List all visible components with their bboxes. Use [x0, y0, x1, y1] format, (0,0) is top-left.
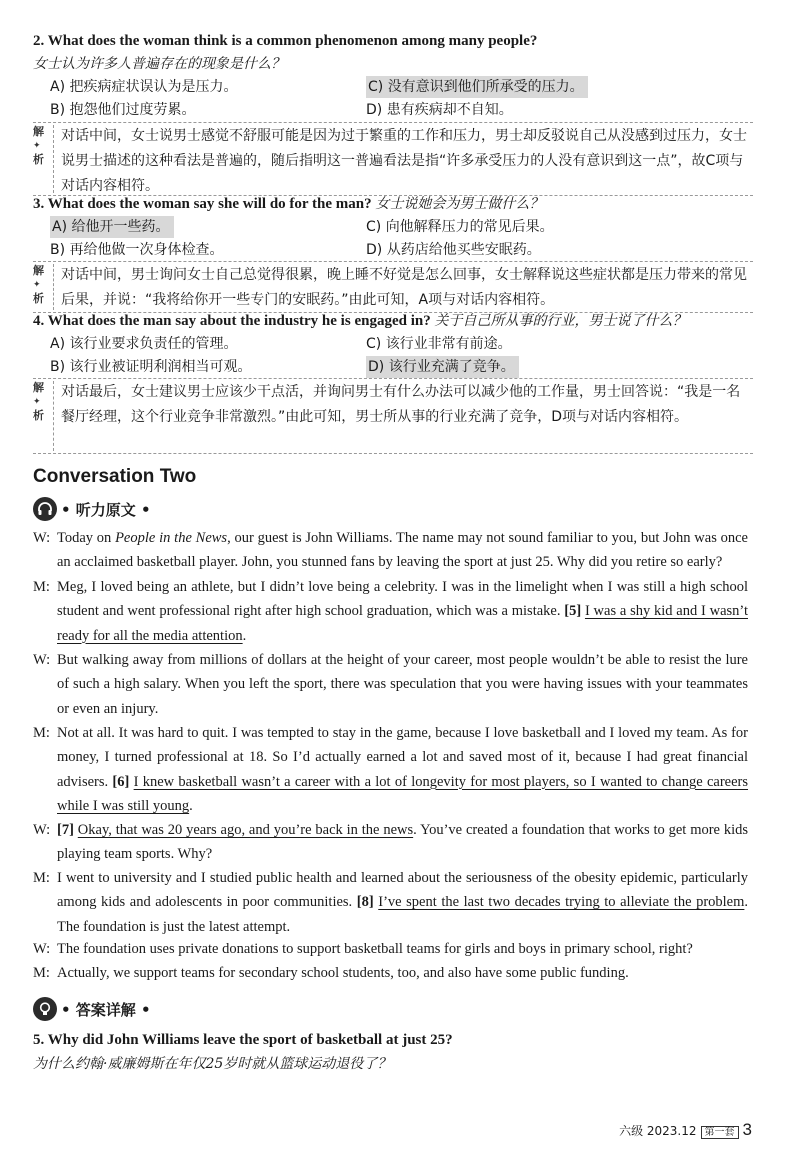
q3-explanation: 对话中间，男士询问女士自己总觉得很累，晚上睡不好觉是怎么回事，女士解释说这些症状都是压力带来的常见后果，并说：“我将给你开一些专门的安眠药。”由此可知，A项与对话内容相符。: [61, 267, 747, 308]
q4-explanation: 对话最后，女士建议男士应该少干点活，并询问男士有什么办法可以减少他的工作量，男士回答说：“我是一名餐厅经理，这个行业竞争非常激烈。”由此可知，男士所从事的行业充满了竞争，D项与对话内容相符。: [61, 384, 741, 425]
dialogue-text: Not at all. It was hard to quit. I was tempted to stay in the game, because I love basketball and I loved my team. As for money, I turned professional at 18. So I’d actually earned a lot and saved most of it, because I had great financial advisers. [6] I knew basketball wasn’t a career with a lot of longevity for most players, so I wanted to change careers while I was still young.: [57, 725, 749, 814]
q5-question: 5. Why did John Williams leave the sport of basketball at just 25?: [33, 1032, 453, 1048]
page-number: 3: [742, 1120, 752, 1139]
q3-question: 3. What does the woman say she will do for the man? 女士说她会为男士做什么？: [33, 196, 544, 212]
dialogue-text: Meg, I loved being an athlete, but I didn’t love being a celebrity. I was in the limelight when I was still a high school student and went professional right after high school graduation, which was a mistake. [5] I was a shy kid and I wasn’t ready for all the media attention.: [57, 579, 748, 644]
q2-option-d: D) 患有疾病却不自知。: [366, 102, 513, 118]
q4-explanation-box: [33, 378, 753, 454]
speaker-label: W:: [33, 652, 51, 668]
speaker-label: W:: [33, 822, 51, 838]
q4-option-a: A) 该行业要求负责任的管理。: [50, 336, 238, 352]
section-title: Conversation Two: [33, 466, 197, 487]
dialogue-text: Actually, we support teams for secondary school students, too, and also have some public funding.: [57, 965, 629, 981]
q5-question-zh: 为什么约翰·威廉姆斯在年仅25岁时就从篮球运动退役了？: [33, 1056, 392, 1072]
q2-question-zh: 女士认为许多人普遍存在的现象是什么？: [33, 56, 285, 72]
dialogue-turn: [33, 526, 748, 575]
explanation-marker: 解✦ 析: [33, 381, 44, 422]
divider: [53, 381, 54, 451]
dialogue-turn: [33, 721, 748, 818]
q3-option-a: A) 给他开一些药。: [50, 216, 174, 238]
page-footer: [619, 1120, 752, 1140]
dialogue-turn: [33, 575, 748, 648]
dialogue-text: [7] Okay, that was 20 years ago, and you’re back in the news. You’ve created a foundation that works to get more kids playing team sports. Why?: [57, 822, 749, 863]
divider: [53, 264, 54, 310]
dialogue-text: I went to university and I studied public health and learned about the seriousness of the obesity epidemic, particularly among kids and adolescents in poor communities. [8] I’ve spent the last two decades trying to alleviate the problem. The foundation is just the latest attempt.: [57, 870, 749, 935]
q3-explanation-box: [33, 261, 753, 313]
dialogue-turn: [33, 937, 748, 961]
lightbulb-icon: [33, 997, 57, 1021]
q3-option-b: B) 再给他做一次身体检查。: [50, 242, 224, 258]
speaker-label: W:: [33, 941, 51, 957]
answers-heading: [33, 996, 151, 1022]
q4-question: 4. What does the man say about the industry he is engaged in? 关于自己所从事的行业，男士说了什么？: [33, 313, 687, 329]
transcript-label: • 听力原文 •: [61, 500, 151, 519]
speaker-label: M:: [33, 870, 50, 886]
dialogue-text: The foundation uses private donations to support basketball teams for girls and boys in primary school, right?: [57, 941, 693, 957]
footer-level: 六级 2023.12: [619, 1124, 697, 1138]
dialogue-text: Today on People in the News, our guest is John Williams. The name may not sound familiar to you, but John was once an acclaimed basketball player. John, you stunned fans by leaving the sport at just 25. Why did you retire so early?: [57, 530, 748, 571]
q2-explanation: 对话中间，女士说男士感觉不舒服可能是因为过于繁重的工作和压力，男士却反驳说自己从没感到过压力，女士说男士描述的这种看法是普遍的，随后指明这一普遍看法是指“许多承受压力的人没有意识到这一点”，故C项与对话内容相符。: [61, 128, 747, 194]
q4-option-d: D) 该行业充满了竞争。: [366, 356, 519, 378]
dialogue-turn: [33, 866, 748, 939]
answers-label: • 答案详解 •: [61, 1000, 151, 1019]
q2-option-c: C) 没有意识到他们所承受的压力。: [366, 76, 588, 98]
q3-option-c: C) 向他解释压力的常见后果。: [366, 219, 554, 235]
q2-question: 2. What does the woman think is a common phenomenon among many people?: [33, 33, 538, 49]
q4-option-c: C) 该行业非常有前途。: [366, 336, 512, 352]
speaker-label: M:: [33, 579, 50, 595]
headphones-icon: [33, 497, 57, 521]
dialogue-turn: [33, 961, 748, 985]
dialogue-text: But walking away from millions of dollars at the height of your career, most people wouldn’t be able to resist the lure of such a high salary. When you left the sport, there was speculation that you were having issues with your teammates or even an injury.: [57, 652, 748, 717]
explanation-marker: 解✦ 析: [33, 125, 44, 166]
dialogue-turn: [33, 648, 748, 721]
footer-set: 第一套: [701, 1126, 739, 1139]
speaker-label: W:: [33, 530, 51, 546]
q4-option-b: B) 该行业被证明利润相当可观。: [50, 359, 252, 375]
speaker-label: M:: [33, 725, 50, 741]
q3-option-d: D) 从药店给他买些安眠药。: [366, 242, 541, 258]
divider: [53, 125, 54, 193]
transcript-heading: [33, 496, 151, 522]
dialogue-turn: [33, 818, 748, 867]
q2-option-b: B) 抱怨他们过度劳累。: [50, 102, 196, 118]
speaker-label: M:: [33, 965, 50, 981]
q2-option-a: A) 把疾病症状误认为是压力。: [50, 79, 238, 95]
q2-explanation-box: [33, 122, 753, 196]
explanation-marker: 解✦ 析: [33, 264, 44, 305]
